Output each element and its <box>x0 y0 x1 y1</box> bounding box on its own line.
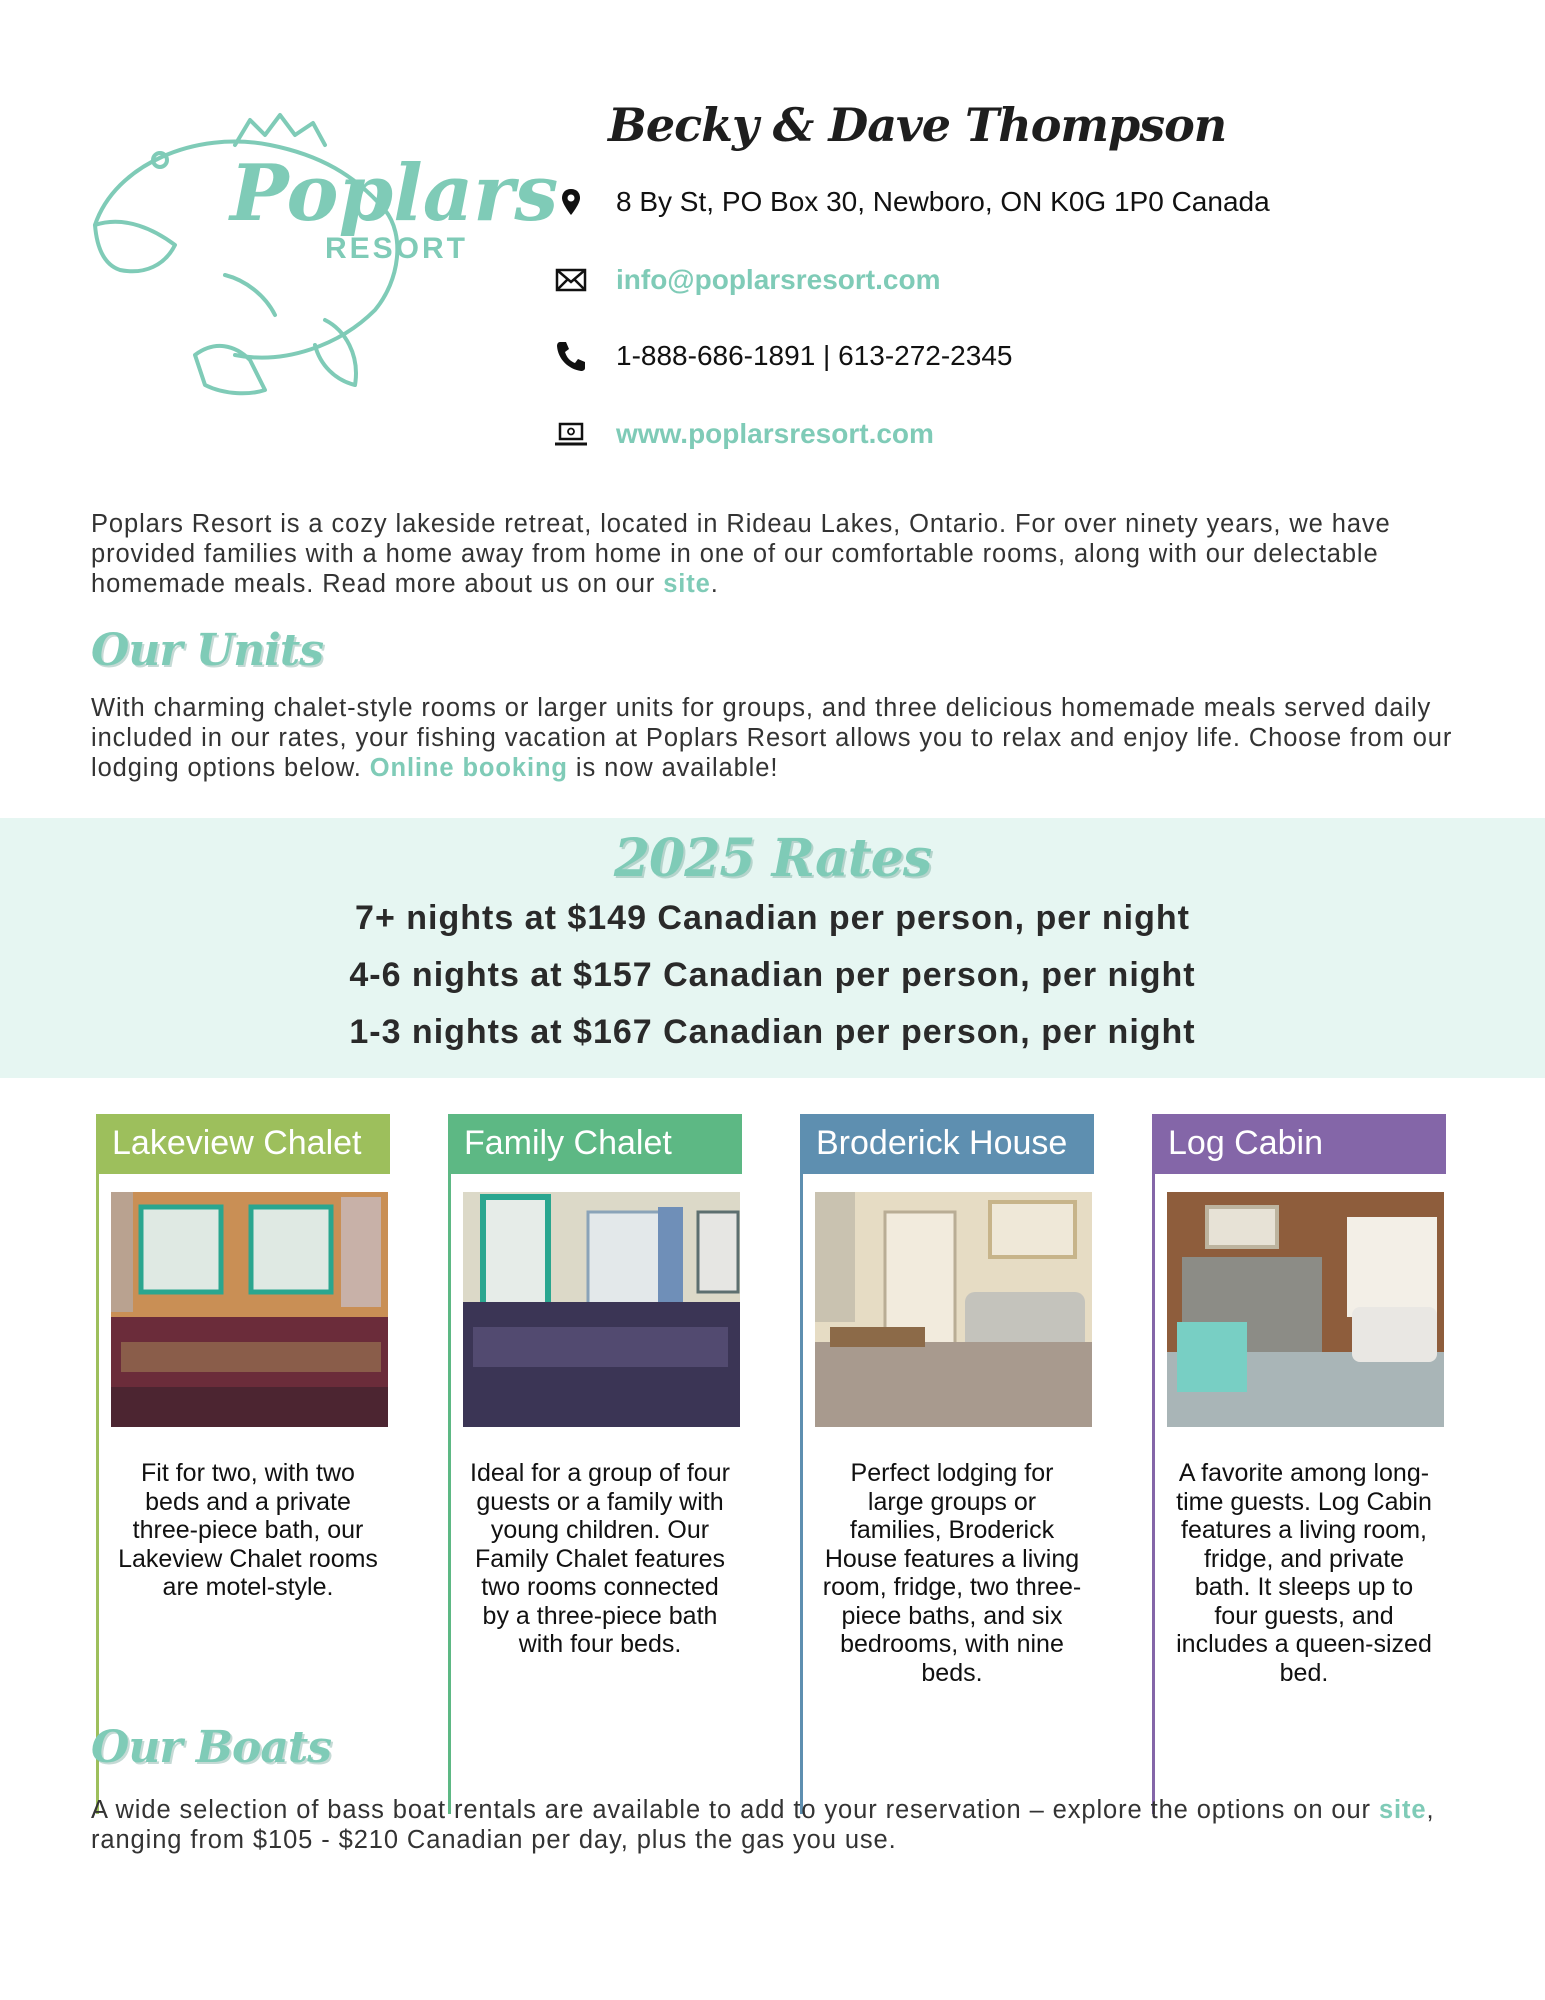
online-booking-link[interactable]: Online booking <box>369 754 568 782</box>
boats-text: A wide selection of bass boat rentals are available to add to your reservation – explore the options on our <box>91 1796 1379 1824</box>
laptop-icon <box>548 414 594 454</box>
logo-wordmark: Poplars <box>230 148 559 239</box>
card-description: Ideal for a group of four guests or a family with young children. Our Family Chalet features two rooms connected by a three-piece bath with four beds. <box>470 1459 730 1658</box>
card-title[interactable]: Log Cabin <box>1152 1114 1446 1174</box>
card-border <box>1152 1174 1155 1814</box>
units-text: With charming chalet-style rooms or larger units for groups, and three delicious homemade meals served daily included in our rates, your fishing vacation at Poplars Resort allows you to relax and enjoy life. Choose from our lodging options below. <box>91 694 1453 782</box>
unit-card-lakeview-chalet[interactable] <box>96 1114 390 1700</box>
map-pin-icon <box>548 182 594 222</box>
boats-heading: Our Boats <box>91 1722 331 1773</box>
card-border <box>800 1174 803 1814</box>
log-cabin-photo <box>1167 1192 1444 1427</box>
card-description: A favorite among long-time guests. Log Cabin features a living room, fridge, and private bath. It sleeps up to four guests, and includes a queen-sized bed. <box>1176 1459 1432 1687</box>
units-end: is now available! <box>567 754 779 782</box>
card-border <box>448 1174 451 1814</box>
boats-end: , ranging from $105 - $210 Canadian per day, plus the gas you use. <box>91 1796 1435 1854</box>
phone-numbers: 1-888-686-1891 | 613-272-2345 <box>616 340 1013 371</box>
logo-subtitle: RESORT <box>325 232 469 265</box>
unit-card-family-chalet[interactable] <box>448 1114 742 1700</box>
rate-line-4to6: 4-6 nights at $157 Canadian per person, per night <box>349 956 1196 994</box>
intro-text: Poplars Resort is a cozy lakeside retreat, located in Rideau Lakes, Ontario. For over ninety years, we have provided families with a home away from home in one of our comfortable rooms, along with our delectable homemade meals. Read more about us on our <box>91 510 1391 598</box>
card-border <box>96 1174 99 1814</box>
card-title[interactable]: Lakeview Chalet <box>96 1114 390 1174</box>
phone-icon <box>548 336 594 376</box>
website-link[interactable]: www.poplarsresort.com <box>616 418 934 449</box>
owner-name: Becky & Dave Thompson <box>608 98 1227 152</box>
rate-line-7plus: 7+ nights at $149 Canadian per person, per night <box>355 899 1190 937</box>
card-description: Fit for two, with two beds and a private three-piece bath, our Lakeview Chalet rooms are motel-style. <box>118 1459 378 1601</box>
rate-line-1to3: 1-3 nights at $167 Canadian per person, per night <box>349 1013 1196 1051</box>
website-row[interactable] <box>548 414 934 454</box>
unit-card-broderick-house[interactable] <box>800 1114 1094 1700</box>
intro-paragraph <box>91 509 1471 599</box>
lakeview-chalet-photo <box>111 1192 388 1427</box>
boats-site-link[interactable]: site <box>1378 1796 1427 1824</box>
rates-heading: 2025 Rates <box>613 828 932 889</box>
address-row <box>548 182 1270 222</box>
units-heading: Our Units <box>91 625 323 676</box>
units-paragraph <box>91 693 1471 783</box>
family-chalet-photo <box>463 1192 740 1427</box>
card-title[interactable]: Family Chalet <box>448 1114 742 1174</box>
broderick-house-photo <box>815 1192 1092 1427</box>
email-row[interactable] <box>548 260 940 300</box>
email-link[interactable]: info@poplarsresort.com <box>616 264 941 295</box>
card-description: Perfect lodging for large groups or families, Broderick House features a living room, fridge, two three-piece baths, and six bedrooms, with nine beds. <box>822 1459 1082 1687</box>
card-title[interactable]: Broderick House <box>800 1114 1094 1174</box>
address-text: 8 By St, PO Box 30, Newboro, ON K0G 1P0 Canada <box>616 186 1270 217</box>
intro-end: . <box>710 570 719 598</box>
intro-site-link[interactable]: site <box>663 570 711 598</box>
poplars-resort-logo[interactable] <box>85 105 559 405</box>
envelope-icon <box>548 260 594 300</box>
unit-card-log-cabin[interactable] <box>1152 1114 1446 1700</box>
phone-row <box>548 336 1012 376</box>
boats-paragraph <box>91 1795 1471 1855</box>
